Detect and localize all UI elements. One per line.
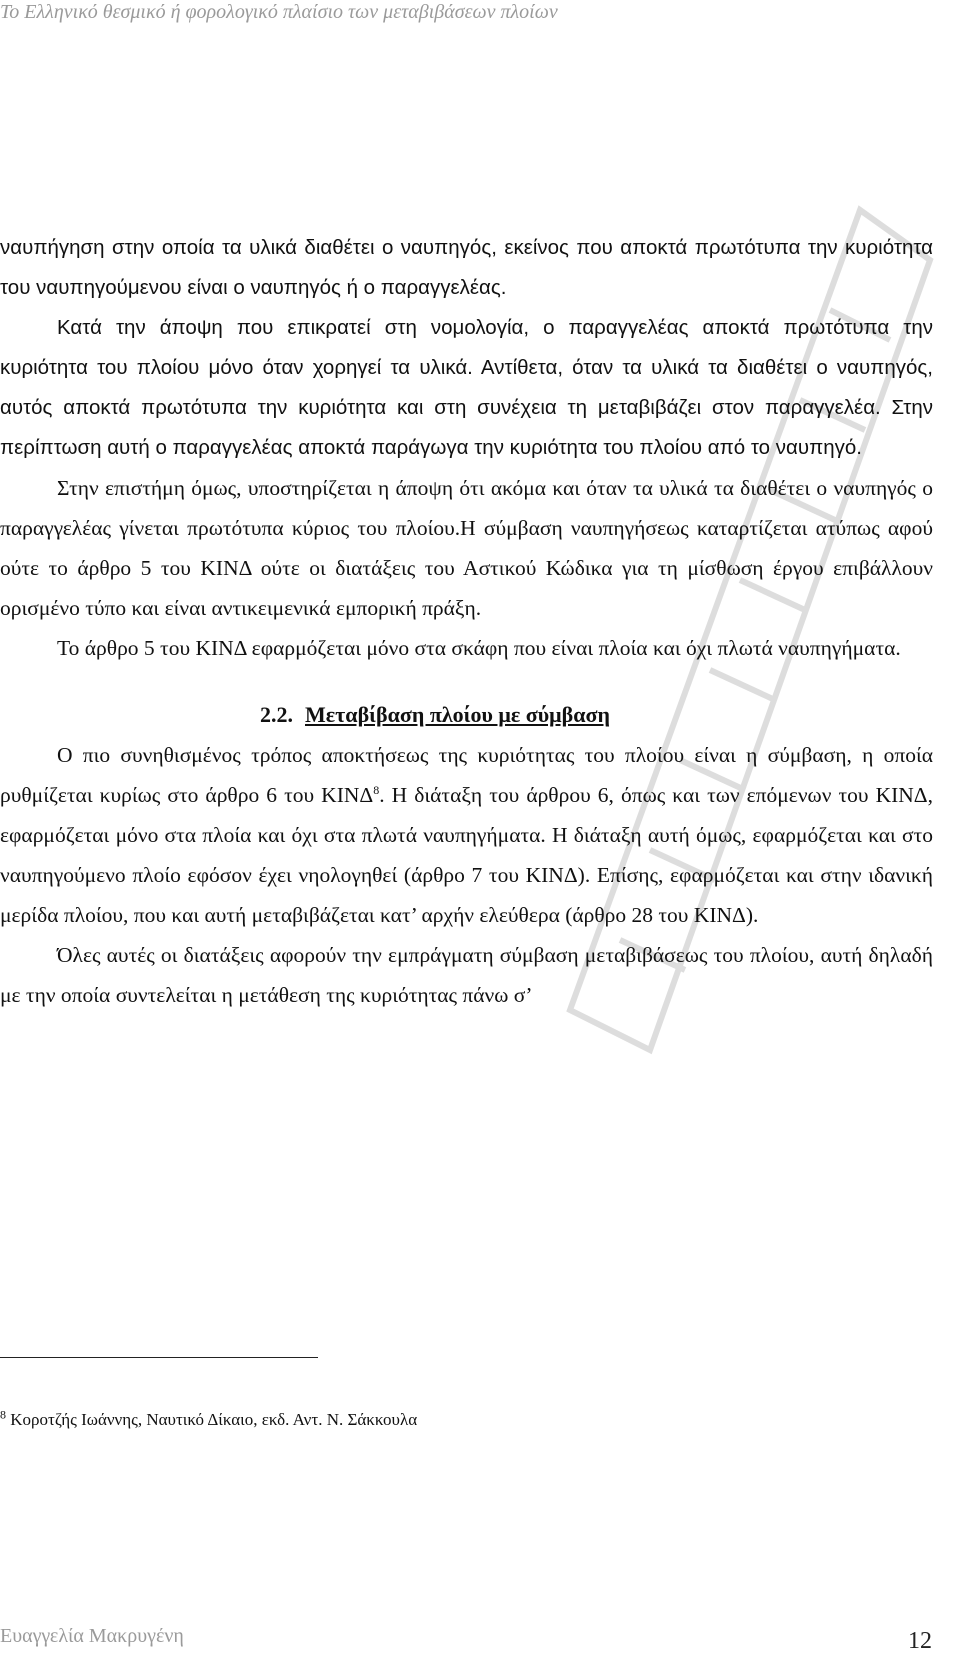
footnote-marker: 8 xyxy=(0,1407,6,1422)
section-heading xyxy=(0,695,933,735)
footnote-text: Κοροτζής Ιωάννης, Ναυτικό Δίκαιο, εκδ. Αντ. Ν. Σάκκουλα xyxy=(6,1410,418,1429)
paragraph-jurisprudence: Κατά την άποψη που επικρατεί στη νομολογία, ο παραγγελέας αποκτά πρωτότυπα την κυριότητα του πλοίου μόνο όταν χορηγεί τα υλικά. Αντίθετα, όταν τα υλικά τα διαθέτει ο ναυπηγός, αυτός αποκτά πρωτότυπα την κυριότητα και στη συνέχεια τη μεταβιβάζει στον παραγγελέα. Στην περίπτωση αυτή ο παραγγελέας αποκτά παράγωγα την κυριότητα του πλοίου από το ναυπηγό. xyxy=(0,316,933,459)
section-number: 2.2. xyxy=(260,702,293,727)
footer-author: Ευαγγελία Μακρυγένη xyxy=(0,1625,184,1647)
section-title: Μεταβίβαση πλοίου με σύμβαση xyxy=(305,702,610,727)
paragraph-article5: Το άρθρο 5 του ΚΙΝΔ εφαρμόζεται μόνο στα σκάφη που είναι πλοία και όχι πλωτά ναυπηγήματα. xyxy=(57,636,901,660)
paragraph-contract-text-b: . Η διάταξη του άρθρου 6, όπως και των επόμενων του ΚΙΝΔ, εφαρμόζεται μόνο στα πλοία και όχι στα πλωτά ναυπηγήματα. Η διάταξη αυτή όμως, εφαρμόζεται και στο ναυπηγούμενο πλοίο εφόσον έχει νηολογηθεί (άρθρο 7 του ΚΙΝΔ). Επίσης, εφαρμόζεται και στην ιδανική μερίδα πλοίου, που και αυτή μεταβιβάζεται κατ’ αρχήν ελεύθερα (άρθρο 28 του ΚΙΝΔ). xyxy=(0,783,933,927)
paragraph-doctrine: Στην επιστήμη όμως, υποστηρίζεται η άποψη ότι ακόμα και όταν τα υλικά τα διαθέτει ο ναυπηγός ο παραγγελέας γίνεται πρωτότυπα κύριος του πλοίου.Η σύμβαση ναυπηγήσεως καταρτίζεται ατύπως αφού ούτε το άρθρο 5 του ΚΙΝΔ ούτε οι διατάξεις του Αστικού Κώδικα για τη μίσθωση έργου επιβάλλουν ορισμένο τύπο και είναι αντικειμενικά εμπορική πράξη. xyxy=(0,476,933,620)
paragraph-contract-text-a: Ο πιο συνηθισμένος τρόπος αποκτήσεως της κυριότητας του πλοίου είναι η σύμβαση, η οποία ρυθμίζεται κυρίως στο άρθρο 6 του ΚΙΝΔ xyxy=(0,743,933,807)
paragraph-real-contract: Όλες αυτές οι διατάξεις αφορούν την εμπράγματη σύμβαση μεταβιβάσεως του πλοίου, αυτή δηλαδή με την οποία συντελείται η μετάθεση της κυριότητας πάνω σ’ xyxy=(0,943,933,1007)
running-header: Το Ελληνικό θεσμικό ή φορολογικό πλαίσιο των μεταβιβάσεων πλοίων xyxy=(0,1,558,23)
paragraph-contract xyxy=(0,735,933,935)
page-number: 12 xyxy=(908,1628,932,1654)
footnote-separator xyxy=(0,1357,318,1358)
body-text xyxy=(0,228,933,1015)
paragraph-continuation: ναυπήγηση στην οποία τα υλικά διαθέτει ο ναυπηγός, εκείνος που αποκτά πρωτότυπα την κυριότητα του ναυπηγούμενου είναι ο ναυπηγός ή ο παραγγελέας. xyxy=(0,236,933,299)
footnote-reference[interactable]: 8 xyxy=(373,782,380,797)
footnote xyxy=(0,1408,933,1432)
